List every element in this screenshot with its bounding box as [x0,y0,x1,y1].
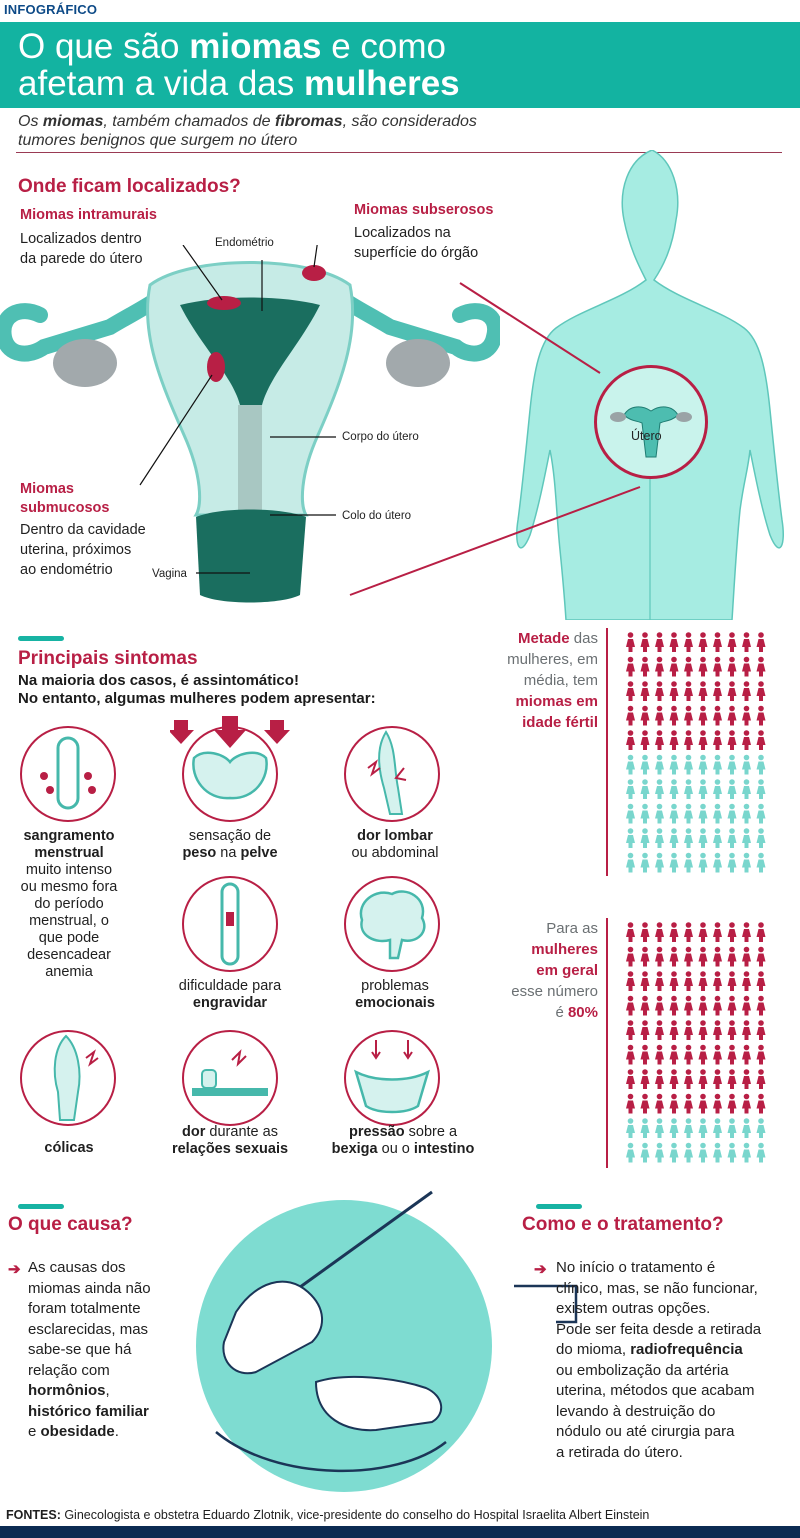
person-icon [699,971,708,991]
procedure-illustration [196,1182,606,1502]
pressure-arrows-icon [170,716,290,750]
person-icon [670,779,679,799]
person-icon [728,996,737,1016]
heading-treatment: Como e o tratamento? [522,1214,724,1235]
person-icon [742,730,751,750]
person-icon [742,922,751,942]
symptom-bladder-pressure: pressão sobre a bexiga ou o intestino [331,1124,475,1157]
person-icon [626,779,635,799]
symptoms-intro: Na maioria dos casos, é assintomático! No entanto, algumas mulheres podem apresentar: [18,672,376,707]
person-icon [713,996,722,1016]
person-icon [713,971,722,991]
person-icon [641,1143,650,1163]
person-icon [626,804,635,824]
person-icon [757,1020,766,1040]
person-icon [670,1020,679,1040]
label-utero: Útero [631,429,662,443]
person-icon [684,730,693,750]
arrow-icon: ➔ [8,1261,21,1278]
person-icon [742,1045,751,1065]
person-icon [699,1045,708,1065]
label-vagina: Vagina [152,568,187,580]
person-icon [684,996,693,1016]
person-icon [757,1045,766,1065]
person-icon [757,632,766,652]
person-icon [670,755,679,775]
back-pain-icon [344,726,440,822]
stat-half: Metade das mulheres, em média, tem miomas em idade fértil [507,630,598,731]
person-icon [713,1094,722,1114]
person-icon [626,706,635,726]
person-icon [684,828,693,848]
person-icon [728,1143,737,1163]
person-icon [757,804,766,824]
person-icon [728,1045,737,1065]
person-icon [713,681,722,701]
treatment-text: No início o tratamento é clínico, mas, se não funcionar, existem outras opções. Pode ser feita desde a retirada do mioma, radiofrequência ou embolização da artéria uterina, métodos que acabam levando à destruição do nódulo ou até cirurgia para a retirada do útero. [556,1259,762,1461]
person-icon [670,1118,679,1138]
person-icon [655,681,664,701]
person-icon [655,922,664,942]
person-icon [742,755,751,775]
person-icon [641,804,650,824]
person-icon [699,804,708,824]
person-icon [728,971,737,991]
person-icon [684,657,693,677]
person-icon [713,1069,722,1089]
person-icon [742,1118,751,1138]
person-icon [757,1143,766,1163]
arrow-icon: ➔ [534,1261,547,1278]
person-icon [670,730,679,750]
person-icon [641,828,650,848]
person-icon [626,1143,635,1163]
intramural-title: Miomas intramurais [20,207,157,223]
person-icon [684,632,693,652]
person-icon [670,632,679,652]
person-icon [742,657,751,677]
label-corpo: Corpo do útero [342,431,419,443]
person-icon [670,996,679,1016]
person-icon [684,1045,693,1065]
footer-bar [0,1526,800,1538]
person-icon [728,706,737,726]
person-icon [670,922,679,942]
person-icon [713,1045,722,1065]
person-icon [742,828,751,848]
person-icon [699,1143,708,1163]
person-icon [684,755,693,775]
label-endometrio: Endométrio [215,237,274,249]
person-icon [728,1094,737,1114]
person-icon [757,996,766,1016]
person-icon [728,853,737,873]
person-icon [626,1020,635,1040]
person-icon [655,996,664,1016]
person-icon [742,947,751,967]
person-icon [655,853,664,873]
person-icon [713,922,722,942]
person-icon [742,1020,751,1040]
person-icon [670,853,679,873]
person-icon [728,779,737,799]
person-icon [713,804,722,824]
person-icon [655,1143,664,1163]
person-icon [641,706,650,726]
person-icon [641,971,650,991]
person-icon [728,804,737,824]
person-icon [728,828,737,848]
person-icon [684,681,693,701]
symptom-bleeding: sangramento menstrual muito intenso ou mesmo fora do período menstrual, o que pode desencadear anemia [20,828,118,980]
brain-icon [344,876,440,972]
person-icon [626,1094,635,1114]
person-icon [728,632,737,652]
person-icon [713,947,722,967]
person-icon [742,632,751,652]
person-icon [699,1069,708,1089]
person-icon [641,922,650,942]
kicker-label: INFOGRÁFICO [4,2,98,17]
person-icon [626,947,635,967]
symptom-infertility: dificuldade para engravidar [178,978,282,1011]
person-icon [742,1143,751,1163]
person-icon [684,922,693,942]
person-icon [626,971,635,991]
person-icon [626,657,635,677]
person-icon [728,681,737,701]
person-icon [757,681,766,701]
person-icon [684,706,693,726]
person-icon [641,1094,650,1114]
symptom-back-pain: dor lombar ou abdominal [351,828,439,861]
page-title: O que são miomas e como afetam a vida das mulheres [18,27,460,103]
person-icon [699,922,708,942]
person-icon [684,1020,693,1040]
person-icon [626,1118,635,1138]
person-icon [641,755,650,775]
person-icon [641,853,650,873]
person-icon [728,947,737,967]
submucoso-desc: Dentro da cavidade uterina, próximos ao endométrio [20,522,146,578]
person-icon [670,804,679,824]
person-icon [641,1118,650,1138]
symptom-intercourse-pain: dor durante as relações sexuais [171,1124,289,1157]
person-icon [641,947,650,967]
person-icon [655,1118,664,1138]
person-icon [670,1094,679,1114]
person-icon [641,779,650,799]
pictogram-eighty [620,918,770,1168]
person-icon [742,853,751,873]
person-icon [670,657,679,677]
person-icon [670,1045,679,1065]
person-icon [713,755,722,775]
person-icon [699,779,708,799]
person-icon [699,1094,708,1114]
person-icon [757,828,766,848]
person-icon [699,853,708,873]
person-icon [699,1020,708,1040]
person-icon [641,1045,650,1065]
person-icon [626,730,635,750]
person-icon [728,1069,737,1089]
person-icon [655,755,664,775]
person-icon [742,1069,751,1089]
stat-a-rule [606,628,608,876]
person-icon [742,1094,751,1114]
person-icon [713,706,722,726]
section-dash [18,1204,64,1209]
person-icon [713,730,722,750]
person-icon [655,632,664,652]
person-icon [684,1118,693,1138]
person-icon [757,1118,766,1138]
person-icon [655,779,664,799]
person-icon [699,947,708,967]
person-icon [699,681,708,701]
person-icon [757,755,766,775]
person-icon [713,632,722,652]
pad-icon [20,726,116,822]
person-icon [684,804,693,824]
person-icon [655,1094,664,1114]
person-icon [641,1069,650,1089]
person-icon [670,681,679,701]
person-icon [713,828,722,848]
person-icon [728,657,737,677]
person-icon [670,1143,679,1163]
person-icon [670,971,679,991]
person-icon [641,730,650,750]
person-icon [713,779,722,799]
person-icon [757,1094,766,1114]
stat-b-rule [606,918,608,1168]
person-icon [757,706,766,726]
heading-location: Onde ficam localizados? [18,176,241,197]
person-icon [641,996,650,1016]
person-icon [684,1143,693,1163]
person-icon [699,632,708,652]
person-icon [684,779,693,799]
person-icon [641,657,650,677]
person-icon [728,755,737,775]
person-icon [757,971,766,991]
symptom-pelvic-weight: sensação de peso na pelve [182,828,278,861]
person-icon [684,971,693,991]
person-icon [641,1020,650,1040]
person-icon [699,996,708,1016]
person-icon [728,1020,737,1040]
person-icon [699,755,708,775]
subseroso-title: Miomas subserosos [354,202,494,218]
person-icon [670,1069,679,1089]
stat-eighty: Para as mulheres em geral esse número é 80% [511,920,598,1021]
person-icon [626,681,635,701]
person-icon [757,730,766,750]
person-icon [757,922,766,942]
person-icon [655,804,664,824]
subtitle: Os miomas, também chamados de fibromas, são considerados tumores benignos que surgem no útero [18,113,477,149]
causes-text: As causas dos miomas ainda não foram totalmente esclarecidas, mas sabe-se que há relação com hormônios, histórico familiar e obesidade. [28,1259,151,1440]
person-icon [655,657,664,677]
person-icon [626,1045,635,1065]
intramural-desc: Localizados dentro da parede do útero [20,231,143,267]
intercourse-pain-icon [182,1030,278,1126]
person-icon [699,828,708,848]
person-icon [655,971,664,991]
person-icon [757,1069,766,1089]
person-icon [713,1143,722,1163]
symptom-cramps: cólicas [44,1140,94,1156]
person-icon [626,853,635,873]
person-icon [655,706,664,726]
person-icon [699,730,708,750]
person-icon [699,706,708,726]
heading-causes: O que causa? [8,1214,133,1235]
person-icon [626,632,635,652]
person-icon [728,1118,737,1138]
person-icon [655,947,664,967]
symptom-emotional: problemas emocionais [355,978,435,1011]
label-colo: Colo do útero [342,510,412,522]
person-icon [742,779,751,799]
person-icon [684,1069,693,1089]
person-icon [713,657,722,677]
person-icon [713,1020,722,1040]
person-icon [655,1020,664,1040]
person-icon [670,706,679,726]
person-icon [670,947,679,967]
person-icon [641,632,650,652]
sources: FONTES: Ginecologista e obstetra Eduardo Zlotnik, vice-presidente do conselho do Hospital Israelita Albert Einstein [6,1508,650,1522]
person-icon [699,657,708,677]
person-icon [757,779,766,799]
person-icon [655,730,664,750]
person-icon [684,1094,693,1114]
person-icon [757,853,766,873]
person-icon [742,804,751,824]
person-icon [626,922,635,942]
person-icon [699,1118,708,1138]
person-icon [713,1118,722,1138]
cramp-icon [20,1030,116,1126]
section-dash [18,636,64,641]
subseroso-desc: Localizados na superfície do órgão [354,225,479,261]
person-icon [684,853,693,873]
person-icon [655,1069,664,1089]
person-icon [626,828,635,848]
submucoso-title: Miomas submucosos [20,481,110,516]
person-icon [742,996,751,1016]
pregnancy-test-icon [182,876,278,972]
bladder-pressure-icon [344,1030,440,1126]
person-icon [655,1045,664,1065]
person-icon [742,971,751,991]
pictogram-half [620,628,770,878]
person-icon [742,706,751,726]
person-icon [641,681,650,701]
person-icon [626,996,635,1016]
person-icon [626,755,635,775]
person-icon [655,828,664,848]
person-icon [670,828,679,848]
person-icon [684,947,693,967]
heading-symptoms: Principais sintomas [18,648,198,669]
person-icon [626,1069,635,1089]
person-icon [742,681,751,701]
person-icon [713,853,722,873]
person-icon [757,657,766,677]
person-icon [757,947,766,967]
person-icon [728,922,737,942]
person-icon [728,730,737,750]
